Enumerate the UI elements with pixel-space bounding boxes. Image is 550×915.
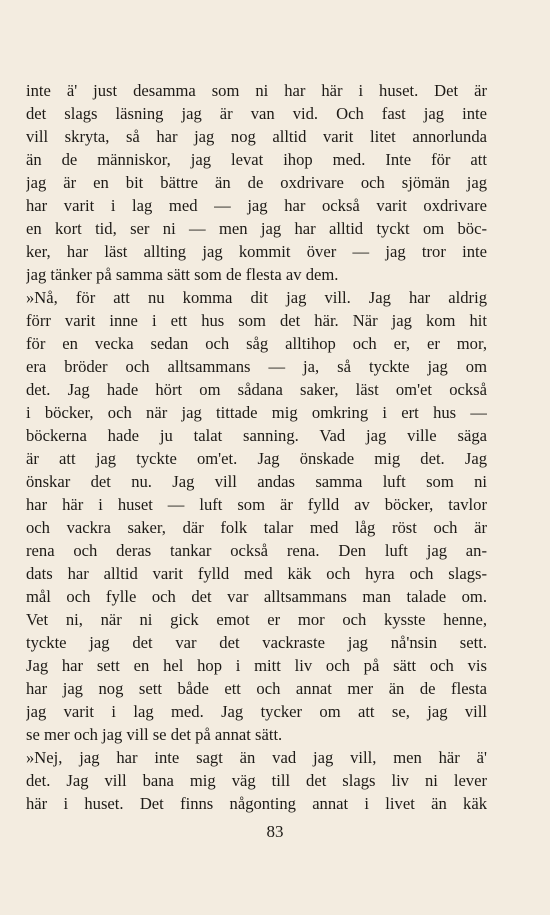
text-line: jag tänker på samma sätt som de flesta av dem.: [26, 265, 339, 284]
body-text: [26, 79, 487, 815]
text-line: en kort tid, ser ni — men jag har alltid tyckt om böc-: [26, 219, 487, 238]
text-line: önskar det nu. Jag vill andas samma luft som ni: [26, 472, 487, 491]
text-line: det slags läsning jag är van vid. Och fast jag inte: [26, 104, 487, 123]
text-line: era bröder och alltsammans — ja, så tyckte jag om: [26, 357, 487, 376]
text-line: det. Jag vill bana mig väg till det slags liv ni lever: [26, 771, 487, 790]
text-line: förr varit inne i ett hus som det här. När jag kom hit: [26, 311, 487, 330]
text-line: har jag nog sett både ett och annat mer än de flesta: [26, 679, 487, 698]
text-line: och vackra saker, där folk talar med låg röst och är: [26, 518, 487, 537]
text-line: Jag har sett en hel hop i mitt liv och på sätt och vis: [26, 656, 487, 675]
text-line: »Nå, för att nu komma dit jag vill. Jag har aldrig: [26, 288, 487, 307]
text-line: jag är en bit bättre än de oxdrivare och sjömän jag: [26, 173, 487, 192]
text-line: är att jag tyckte om'et. Jag önskade mig det. Jag: [26, 449, 487, 468]
text-line: böckerna hade ju talat sanning. Vad jag ville säga: [26, 426, 487, 445]
text-line: det. Jag hade hört om sådana saker, läst om'et också: [26, 380, 487, 399]
text-line: Vet ni, när ni gick emot er mor och kysste henne,: [26, 610, 487, 629]
text-line: tyckte jag det var det vackraste jag nå'nsin sett.: [26, 633, 487, 652]
text-line: »Nej, jag har inte sagt än vad jag vill, men här ä': [26, 748, 487, 767]
text-line: rena och deras tankar också rena. Den luft jag an-: [26, 541, 487, 560]
text-line: har varit i lag med — jag har också varit oxdrivare: [26, 196, 487, 215]
text-line: här i huset. Det finns någonting annat i livet än käk: [26, 794, 487, 813]
text-line: ker, har läst allting jag kommit över — jag tror inte: [26, 242, 487, 261]
text-line: har här i huset — luft som är fylld av böcker, tavlor: [26, 495, 487, 514]
text-line: mål och fylle och det var alltsammans man talade om.: [26, 587, 487, 606]
text-line: jag varit i lag med. Jag tycker om att se, jag vill: [26, 702, 487, 721]
text-line: i böcker, och när jag tittade mig omkring i ert hus —: [26, 403, 487, 422]
text-line: se mer och jag vill se det på annat sätt.: [26, 725, 283, 744]
page-number: 83: [266, 822, 284, 841]
text-line: än de människor, jag levat ihop med. Inte för att: [26, 150, 487, 169]
text-line: vill skryta, så har jag nog alltid varit litet annorlunda: [26, 127, 487, 146]
text-line: för en vecka sedan och såg alltihop och er, er mor,: [26, 334, 487, 353]
text-line: dats har alltid varit fylld med käk och hyra och slags-: [26, 564, 487, 583]
text-line: inte ä' just desamma som ni har här i huset. Det är: [26, 81, 487, 100]
